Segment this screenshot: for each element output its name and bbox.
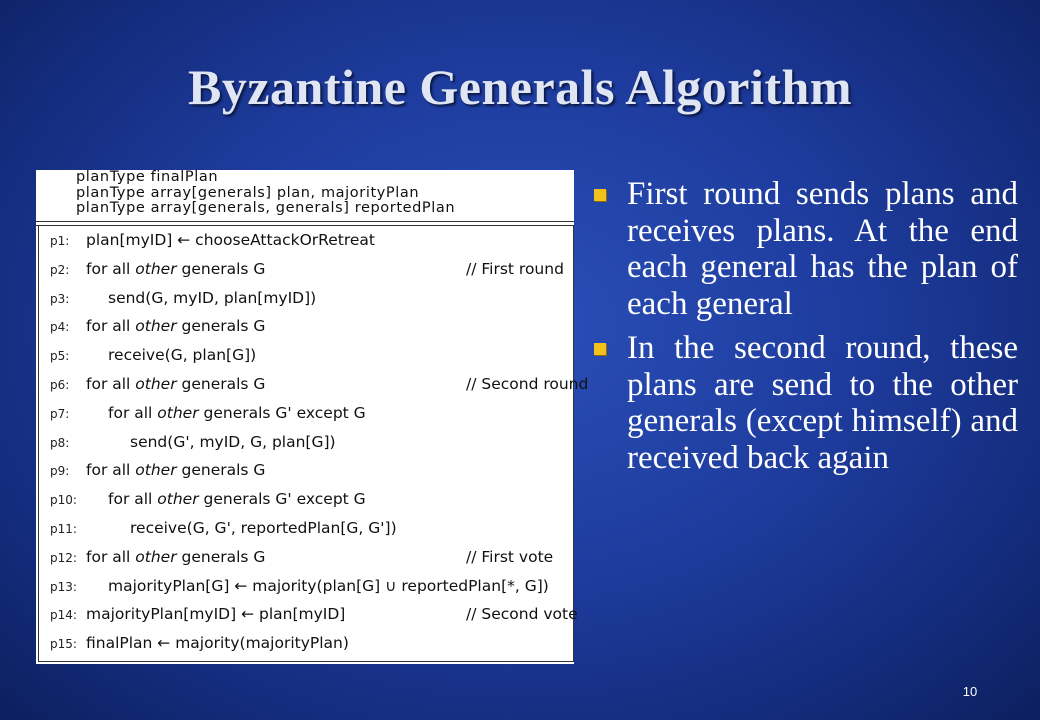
code-text: for all [86, 547, 136, 566]
square-bullet-icon [594, 189, 606, 201]
algorithm-code-image [36, 169, 589, 664]
bullet-text: In the second round, these plans are send to the other generals (except himself) and received back again [627, 330, 1018, 476]
code-text: for all [108, 490, 158, 509]
code-line [36, 631, 574, 660]
italic-keyword: other [157, 403, 199, 422]
code-text: finalPlan ← majority(majorityPlan) [86, 634, 349, 653]
line-number: p1: [50, 234, 70, 248]
code-text: send(G', myID, G, plan[G]) [130, 432, 336, 451]
code-line [36, 574, 574, 603]
bullet-list [594, 176, 1018, 484]
line-number: p9: [50, 464, 70, 479]
code-line [36, 372, 589, 401]
code-text: for all [108, 403, 158, 422]
line-number: p11: [50, 521, 77, 536]
code-text: plan[myID] ← chooseAttackOrRetreat [86, 231, 375, 249]
code-line [36, 545, 574, 574]
code-lines [36, 228, 589, 660]
code-text: receive(G, G', reportedPlan[G, G']) [130, 518, 397, 537]
divider [38, 661, 574, 662]
italic-keyword: other [135, 259, 177, 278]
line-number: p2: [50, 262, 70, 277]
code-text: for all [86, 259, 136, 278]
italic-keyword: other [157, 490, 199, 509]
code-comment: // Second vote [466, 605, 578, 624]
divider [36, 225, 574, 226]
code-text: send(G, myID, plan[myID]) [108, 288, 317, 307]
line-number: p14: [50, 608, 77, 623]
code-line [36, 401, 574, 430]
line-number: p4: [50, 320, 70, 335]
line-number: p8: [50, 435, 70, 450]
line-number: p13: [50, 579, 77, 594]
code-line [36, 257, 574, 286]
code-statement [108, 577, 549, 595]
code-line [36, 430, 574, 459]
code-text: generals G [176, 259, 266, 278]
code-statement [86, 634, 349, 652]
code-line [36, 487, 574, 516]
code-comment: // First round [466, 259, 564, 278]
code-line [36, 516, 574, 545]
code-statement [130, 519, 397, 537]
code-statement [86, 317, 265, 335]
code-text: generals G' except G [198, 490, 366, 509]
italic-keyword: other [135, 317, 177, 336]
code-text: generals G' except G [198, 403, 366, 422]
code-text: for all [86, 317, 136, 336]
code-statement [86, 260, 265, 278]
italic-keyword: other [135, 461, 177, 480]
code-comment: // First vote [466, 547, 554, 566]
bullet-item [594, 330, 1018, 476]
code-text: receive(G, plan[G]) [108, 346, 257, 365]
line-number: p7: [50, 406, 70, 421]
bullet-item [594, 176, 1018, 322]
code-statement [108, 404, 366, 422]
code-line [36, 286, 574, 315]
code-line [36, 458, 574, 487]
line-number: p3: [50, 291, 70, 306]
code-statement [108, 289, 316, 307]
code-statement [130, 433, 336, 451]
code-line [36, 228, 574, 257]
bullet-text: First round sends plans and receives plans. At the end each general has the plan of each general [627, 176, 1018, 322]
code-statement [86, 375, 265, 393]
code-text: for all [86, 461, 136, 480]
code-text: majorityPlan[G] ← majority(plan[G] ∪ reportedPlan[*, G]) [108, 576, 549, 595]
code-text: majorityPlan[myID] ← plan[myID] [86, 605, 346, 624]
code-text: generals G [176, 547, 266, 566]
italic-keyword: other [135, 547, 177, 566]
code-text: for all [86, 374, 136, 393]
code-line [36, 343, 574, 372]
line-number: p6: [50, 377, 70, 392]
code-statement [86, 231, 375, 249]
slide-title: Byzantine Generals Algorithm [188, 59, 852, 115]
code-statement [86, 461, 265, 479]
code-line [36, 602, 578, 631]
declaration-line: planType finalPlan [76, 169, 219, 185]
square-bullet-icon [594, 343, 606, 355]
code-statement [108, 346, 256, 364]
code-text: generals G [176, 374, 266, 393]
code-statement [86, 548, 265, 566]
code-text: generals G [176, 317, 266, 336]
code-line [36, 314, 574, 343]
line-number: p15: [50, 637, 77, 652]
line-number: p10: [50, 493, 77, 508]
line-number: p5: [50, 349, 70, 364]
code-statement [86, 605, 345, 623]
code-text: generals G [176, 461, 266, 480]
page-number: 10 [962, 684, 978, 699]
code-statement [108, 490, 366, 508]
declaration-line: planType array[generals] plan, majorityPlan [76, 184, 420, 201]
type-declarations [76, 170, 574, 217]
code-comment: // Second round [466, 374, 589, 393]
line-number: p12: [50, 550, 77, 565]
italic-keyword: other [135, 374, 177, 393]
declaration-line: planType array[generals, generals] reportedPlan [76, 200, 456, 216]
divider [36, 221, 574, 222]
